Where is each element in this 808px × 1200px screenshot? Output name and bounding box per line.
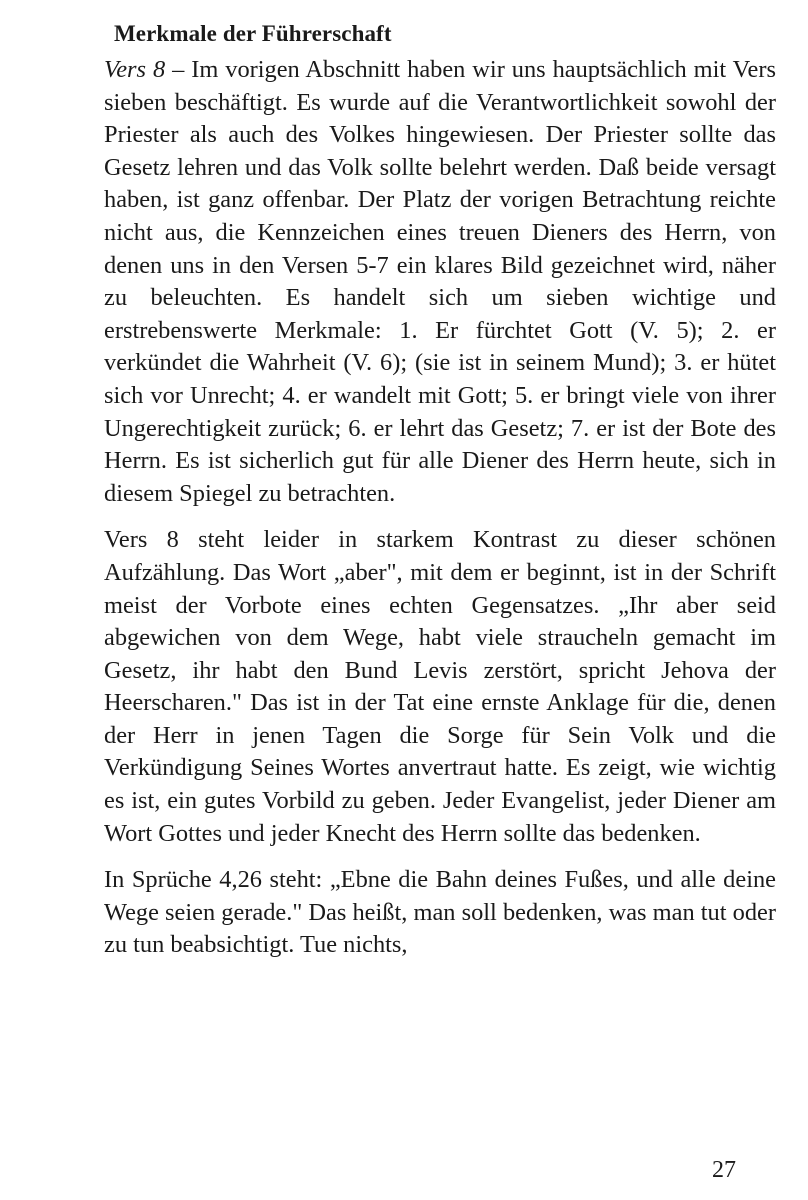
paragraph-vers-8	[104, 54, 776, 510]
paragraph-text: Vers 8 steht leider in starkem Kontrast zu dieser schönen Aufzählung. Das Wort „aber", mit dem er beginnt, ist in der Schrift meist der Vorbote eines echten Gegensatzes. „Ihr aber seid abgewichen von dem Wege, habt viele straucheln gemacht im Gesetz, ihr habt den Bund Levis zerstört, spricht Jehova der Heerscharen." Das ist in der Tat eine ernste Anklage für die, denen der Herr in jenen Tagen die Sorge für Sein Volk und die Verkündigung Seines Wortes anvertraut hatte. Es zeigt, wie wichtig es ist, ein gutes Vorbild zu geben. Jeder Evangelist, jeder Diener am Wort Gottes und jeder Knecht des Herrn sollte das bedenken.	[104, 526, 776, 847]
verse-reference: Vers 8	[104, 56, 166, 83]
paragraph-contrast	[104, 524, 776, 850]
paragraph-text: – Im vorigen Abschnitt haben wir uns hauptsächlich mit Vers sieben beschäftigt. Es wurde auf die Verantwortlichkeit sowohl der Priester als auch des Volkes hingewiesen. Der Priester sollte das Gesetz lehren und das Volk sollte belehrt werden. Daß beide versagt haben, ist ganz offenbar. Der Platz der vorigen Betrachtung reichte nicht aus, die Kennzeichen eines treuen Dieners des Herrn, von denen uns in den Versen 5-7 ein klares Bild gezeichnet wird, näher zu beleuchten. Es handelt sich um sieben wichtige und erstrebenswerte Merkmale: 1. Er fürchtet Gott (V. 5); 2. er verkündet die Wahrheit (V. 6); (sie ist in seinem Mund); 3. er hütet sich vor Unrecht; 4. er wandelt mit Gott; 5. er bringt viele von ihrer Ungerechtigkeit zurück; 6. er lehrt das Gesetz; 7. er ist der Bote des Herrn. Es ist sicherlich gut für alle Diener des Herrn heute, sich in diesem Spiegel zu betrachten.	[104, 56, 776, 507]
book-page	[104, 18, 776, 1194]
paragraph-text: In Sprüche 4,26 steht: „Ebne die Bahn deines Fußes, und alle deine Wege seien gerade." Das heißt, man soll bedenken, was man tut oder zu tun beabsichtigt. Tue nichts,	[104, 866, 776, 959]
paragraph-sprueche	[104, 864, 776, 962]
section-heading: Merkmale der Führerschaft	[114, 21, 392, 46]
page-number: 27	[712, 1157, 736, 1183]
